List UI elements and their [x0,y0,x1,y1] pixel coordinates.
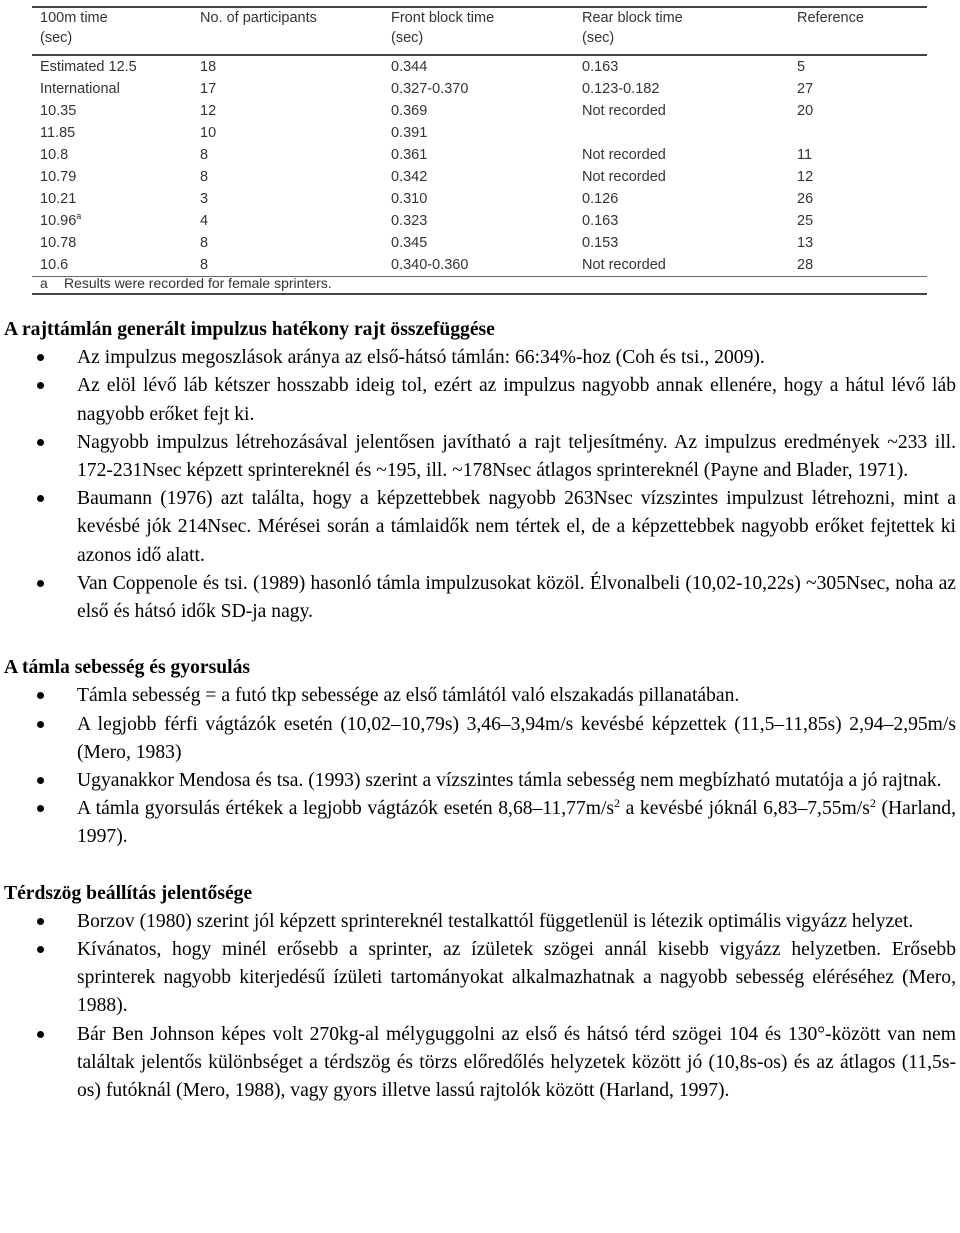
cell-front: 0.327-0.370 [391,81,469,97]
cell-rear: Not recorded [582,103,666,119]
bullet-icon [37,495,44,502]
section-velocity [4,654,956,851]
cell-participants: 17 [200,81,217,97]
cell-rear: 0.153 [582,235,619,251]
header-rear-block: Rear block time (sec) [582,10,683,46]
list-item: Borzov (1980) szerint jól képzett sprintereknél testalkattól függetlenül is létezik optimális vigyázz helyzet. [4,908,956,936]
table-bottom-rule [32,293,927,295]
cell-front: 0.361 [391,147,428,163]
list-item: Kívánatos, hogy minél erősebb a sprinter, az ízületek szögei annál kisebb vigyázz helyzetben. Erősebb sprinterek nagyobb kiterjedésű ízületi tartományokat alkalmazhatnak a nagyobb sebesség eléréséhez (Mero, 1988). [4,936,956,1021]
cell-participants: 10 [200,125,217,141]
table-row [32,122,927,144]
cell-front: 0.323 [391,213,428,229]
cell-participants: 8 [200,235,209,251]
list-item: A legjobb férfi vágtázók esetén (10,02–10,79s) 3,46–3,94m/s kevésbé képzettek (11,5–11,85s) 2,94–2,95m/s (Mero, 1983) [4,711,956,767]
bullet-icon [37,439,44,446]
cell-rear: Not recorded [582,147,666,163]
list-item: Az impulzus megoszlások aránya az első-hátsó támlán: 66:34%-hoz (Coh és tsi., 2009). [4,344,956,372]
cell-reference: 5 [797,59,806,75]
list-item: Nagyobb impulzus létrehozásával jelentősen javítható a rajt teljesítmény. Az impulzus eredmények ~233 ill. 172-231Nsec képzett sprintereknél és ~195, ill. ~178Nsec átlagos sprintereknél (Payne and Blader, 1971). [4,429,956,485]
table-row [32,100,927,122]
cell-front: 0.342 [391,169,428,185]
cell-rear: 0.123-0.182 [582,81,660,97]
header-participants: No. of participants [200,10,317,26]
cell-front: 0.345 [391,235,428,251]
cell-front: 0.391 [391,125,428,141]
document-body [4,316,956,1133]
cell-participants: 8 [200,147,209,163]
footnote-mark: a [40,275,48,291]
cell-time: 10.8 [40,147,69,163]
table-row [32,78,927,100]
list-item: Az elöl lévő láb kétszer hosszabb ideig tol, ezért az impulzus nagyobb annak ellenére, hogy a hátul lévő láb nagyobb erőket fejt ki. [4,372,956,428]
data-table [32,6,927,294]
list-item: Ugyanakkor Mendosa és tsa. (1993) szerint a vízszintes támla sebesség nem megbízható mutatója a jó rajtnak. [4,767,956,795]
section-title: A rajttámlán generált impulzus hatékony rajt összefüggése [4,319,495,340]
cell-reference: 20 [797,103,814,119]
cell-reference: 12 [797,169,814,185]
section-impulse [4,316,956,626]
footnote-ref: a [76,211,82,222]
bullet-icon [37,721,44,728]
table-row [32,56,927,78]
table-row [32,144,927,166]
section-title: Térdszög beállítás jelentősége [4,882,253,904]
bullet-icon [37,805,44,812]
bullet-icon [37,946,44,953]
cell-front: 0.310 [391,191,428,207]
cell-participants: 3 [200,191,209,207]
cell-participants: 8 [200,169,209,185]
cell-time: 10.21 [40,191,77,207]
header-100m-time: 100m time (sec) [40,10,108,46]
cell-front: 0.340-0.360 [391,257,469,273]
cell-time: 10.96$^a$ [40,211,82,229]
cell-rear: 0.163 [582,59,619,75]
bullet-icon [37,354,44,361]
cell-time: International [40,81,120,97]
list-item: Támla sebesség = a futó tkp sebessége az első támlától való elszakadás pillanatában. [4,682,956,710]
cell-rear: Not recorded [582,169,666,185]
cell-time: Estimated 12.5 [40,59,137,75]
cell-rear: Not recorded [582,257,666,273]
section-knee-angle [4,880,956,1106]
cell-time: 10.35 [40,103,77,119]
table-footnote [40,273,332,293]
cell-time: 10.78 [40,235,77,251]
list-item: Bár Ben Johnson képes volt 270kg-al mélyguggolni az első és hátsó térd szögei 104 és 130°-között van nem találtak jelentős különbséget a térdszög és törzs előredőlés helyzetek között jó (10,8s-os) és az átlagos (11,5s-os) futóknál (Mero, 1988), vagy gyors illetve lassú rajtolók között (Harland, 1997). [4,1021,956,1106]
table-row [32,210,927,232]
list-item: A támla gyorsulás értékek a legjobb vágtázók esetén $8,68-11,77m/s^2$ a kevésbé jóknál $6,83-7,55m/s^2$ (Harland, 1997). [4,795,956,851]
table-row [32,188,927,210]
table-row [32,232,927,254]
header-front-block: Front block time (sec) [391,10,495,46]
cell-participants: 12 [200,103,217,119]
cell-front: 0.369 [391,103,428,119]
section-title: A támla sebesség és gyorsulás [4,657,251,679]
table-row [32,166,927,188]
cell-time: 11.85 [40,125,76,141]
cell-reference: 11 [797,147,813,163]
cell-rear: 0.126 [582,191,619,207]
cell-participants: 8 [200,257,209,273]
cell-front: 0.344 [391,59,428,75]
cell-reference: 25 [797,213,814,229]
bullet-icon [37,918,44,925]
cell-time: 10.79 [40,169,77,185]
bullet-icon [37,777,44,784]
bullet-icon [37,1031,44,1038]
bullet-icon [37,692,44,699]
cell-participants: 4 [200,213,209,229]
cell-reference: 13 [797,235,814,251]
cell-reference: 27 [797,81,814,97]
bullet-icon [37,382,44,389]
footnote-text: Results were recorded for female sprinters. [64,275,332,291]
cell-participants: 18 [200,59,217,75]
header-reference: Reference [797,10,864,26]
bullet-icon [37,580,44,587]
cell-reference: 26 [797,191,814,207]
cell-time: 10.6 [40,257,69,273]
cell-reference: 28 [797,257,814,273]
list-item: Baumann (1976) azt találta, hogy a képzettebbek nagyobb 263Nsec vízszintes impulzust létrehozni, mint a kevésbé jók 214Nsec. Mérései során a támlaidők nem tértek el, de a képzettebbek nagyobb erőket fejtettek ki azonos idő alatt. [4,485,956,570]
list-item: Van Coppenole és tsi. (1989) hasonló támla impulzusokat közöl. Élvonalbeli (10,02-10,22s) ~305Nsec, noha az első és hátsó idők SD-ja nagy. [4,570,956,626]
cell-rear: 0.163 [582,213,619,229]
